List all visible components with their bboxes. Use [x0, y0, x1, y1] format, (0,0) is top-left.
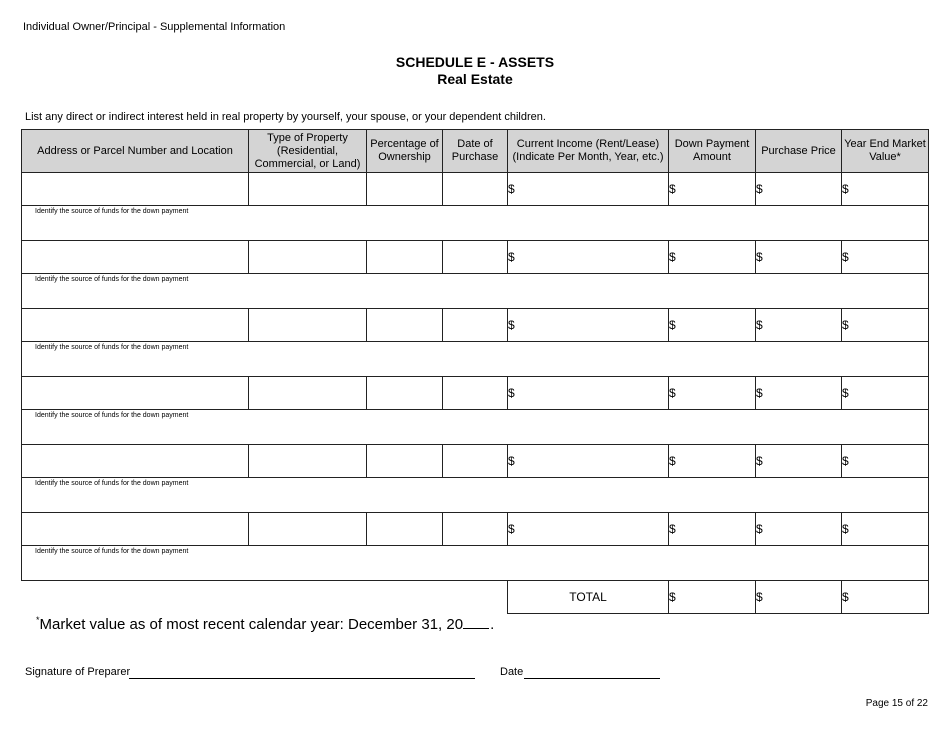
- page-number: Page 15 of 22: [865, 698, 928, 709]
- col-header-purchase-price: Purchase Price: [756, 130, 842, 173]
- source-of-funds-label: Identify the source of funds for the down payment: [35, 276, 189, 283]
- ownership-field[interactable]: [367, 173, 443, 206]
- source-of-funds-label: Identify the source of funds for the down payment: [35, 480, 189, 487]
- property-type-field[interactable]: [249, 241, 367, 274]
- footnote-suffix: .: [490, 616, 495, 633]
- current-income-field[interactable]: [508, 241, 669, 274]
- currency-symbol: $: [756, 590, 763, 604]
- current-income-field[interactable]: [508, 513, 669, 546]
- col-header-down-payment: Down Payment Amount: [669, 130, 756, 173]
- currency-symbol: $: [756, 522, 763, 536]
- currency-symbol: $: [756, 386, 763, 400]
- current-income-field[interactable]: [508, 377, 669, 410]
- currency-symbol: $: [842, 182, 849, 196]
- current-income-field[interactable]: [508, 445, 669, 478]
- currency-symbol: $: [756, 182, 763, 196]
- currency-symbol: $: [508, 318, 515, 332]
- down-payment-field[interactable]: [669, 445, 756, 478]
- currency-symbol: $: [669, 522, 676, 536]
- source-of-funds-field[interactable]: [22, 342, 929, 377]
- current-income-field[interactable]: [508, 173, 669, 206]
- ownership-field[interactable]: [367, 309, 443, 342]
- market-value-field[interactable]: [842, 309, 929, 342]
- property-type-field[interactable]: [249, 309, 367, 342]
- source-of-funds-label: Identify the source of funds for the down payment: [35, 344, 189, 351]
- col-header-property-type: Type of Property (Residential, Commercial, or Land): [249, 130, 367, 173]
- form-header: Individual Owner/Principal - Supplemental Information: [23, 21, 286, 33]
- address-field[interactable]: [22, 309, 249, 342]
- total-row: [22, 581, 929, 614]
- purchase-date-field[interactable]: [443, 309, 508, 342]
- preparer-signature-field[interactable]: [129, 678, 475, 679]
- ownership-field[interactable]: [367, 241, 443, 274]
- property-type-field[interactable]: [249, 173, 367, 206]
- currency-symbol: $: [669, 454, 676, 468]
- currency-symbol: $: [756, 318, 763, 332]
- currency-symbol: $: [842, 590, 849, 604]
- source-of-funds-field[interactable]: [22, 274, 929, 309]
- down-payment-field[interactable]: [669, 241, 756, 274]
- source-of-funds-row: [22, 274, 929, 309]
- col-header-market-value: Year End Market Value*: [842, 130, 929, 173]
- currency-symbol: $: [508, 182, 515, 196]
- currency-symbol: $: [669, 386, 676, 400]
- ownership-field[interactable]: [367, 445, 443, 478]
- market-value-footnote: [36, 614, 494, 633]
- purchase-date-field[interactable]: [443, 513, 508, 546]
- year-field[interactable]: [463, 614, 489, 629]
- address-field[interactable]: [22, 241, 249, 274]
- col-header-current-income: Current Income (Rent/Lease) (Indicate Per Month, Year, etc.): [508, 130, 669, 173]
- market-value-field[interactable]: [842, 513, 929, 546]
- purchase-date-field[interactable]: [443, 173, 508, 206]
- address-field[interactable]: [22, 445, 249, 478]
- down-payment-field[interactable]: [669, 309, 756, 342]
- currency-symbol: $: [842, 250, 849, 264]
- current-income-field[interactable]: [508, 309, 669, 342]
- property-type-field[interactable]: [249, 513, 367, 546]
- purchase-date-field[interactable]: [443, 445, 508, 478]
- currency-symbol: $: [669, 250, 676, 264]
- source-of-funds-field[interactable]: [22, 546, 929, 581]
- purchase-date-field[interactable]: [443, 377, 508, 410]
- purchase-price-field[interactable]: [756, 445, 842, 478]
- total-label: TOTAL: [508, 581, 669, 614]
- down-payment-field[interactable]: [669, 173, 756, 206]
- col-header-purchase-date: Date of Purchase: [443, 130, 508, 173]
- real-estate-table: [21, 129, 929, 614]
- currency-symbol: $: [669, 182, 676, 196]
- market-value-field[interactable]: [842, 445, 929, 478]
- col-header-ownership: Percentage of Ownership: [367, 130, 443, 173]
- property-type-field[interactable]: [249, 445, 367, 478]
- purchase-price-field[interactable]: [756, 241, 842, 274]
- schedule-subtitle: Real Estate: [437, 71, 513, 87]
- ownership-field[interactable]: [367, 513, 443, 546]
- currency-symbol: $: [508, 386, 515, 400]
- property-row: [22, 445, 929, 478]
- property-row: [22, 513, 929, 546]
- currency-symbol: $: [669, 590, 676, 604]
- schedule-title: SCHEDULE E - ASSETS: [395, 54, 555, 70]
- address-field[interactable]: [22, 513, 249, 546]
- address-field[interactable]: [22, 377, 249, 410]
- purchase-price-field[interactable]: [756, 377, 842, 410]
- source-of-funds-row: [22, 410, 929, 445]
- source-of-funds-row: [22, 342, 929, 377]
- property-row: [22, 173, 929, 206]
- date-field[interactable]: [524, 678, 660, 679]
- property-type-field[interactable]: [249, 377, 367, 410]
- down-payment-field[interactable]: [669, 377, 756, 410]
- currency-symbol: $: [756, 454, 763, 468]
- market-value-field[interactable]: [842, 241, 929, 274]
- currency-symbol: $: [508, 250, 515, 264]
- date-label: Date: [500, 666, 524, 678]
- address-field[interactable]: [22, 173, 249, 206]
- market-value-field[interactable]: [842, 173, 929, 206]
- currency-symbol: $: [842, 318, 849, 332]
- source-of-funds-field[interactable]: [22, 410, 929, 445]
- source-of-funds-row: [22, 546, 929, 581]
- property-row: [22, 241, 929, 274]
- down-payment-field[interactable]: [669, 513, 756, 546]
- source-of-funds-row: [22, 478, 929, 513]
- source-of-funds-label: Identify the source of funds for the down payment: [35, 208, 189, 215]
- source-of-funds-label: Identify the source of funds for the down payment: [35, 548, 189, 555]
- total-spacer: [22, 581, 508, 614]
- purchase-price-field[interactable]: [756, 513, 842, 546]
- total-down-payment-field[interactable]: [669, 581, 756, 614]
- footnote-text: Market value as of most recent calendar year: December 31, 20: [39, 616, 464, 633]
- ownership-field[interactable]: [367, 377, 443, 410]
- currency-symbol: $: [842, 386, 849, 400]
- total-market-value-field[interactable]: [842, 581, 929, 614]
- currency-symbol: $: [669, 318, 676, 332]
- market-value-field[interactable]: [842, 377, 929, 410]
- currency-symbol: $: [508, 522, 515, 536]
- purchase-price-field[interactable]: [756, 309, 842, 342]
- currency-symbol: $: [508, 454, 515, 468]
- footnote-marker: *: [36, 615, 40, 625]
- source-of-funds-label: Identify the source of funds for the down payment: [35, 412, 189, 419]
- currency-symbol: $: [756, 250, 763, 264]
- instructions: List any direct or indirect interest held in real property by yourself, your spouse, or your dependent children.: [25, 111, 546, 123]
- header-row: [22, 130, 929, 173]
- property-row: [22, 377, 929, 410]
- preparer-signature-label: Signature of Preparer: [25, 666, 131, 678]
- source-of-funds-field[interactable]: [22, 206, 929, 241]
- property-row: [22, 309, 929, 342]
- purchase-price-field[interactable]: [756, 173, 842, 206]
- total-purchase-price-field[interactable]: [756, 581, 842, 614]
- currency-symbol: $: [842, 522, 849, 536]
- source-of-funds-field[interactable]: [22, 478, 929, 513]
- col-header-address: Address or Parcel Number and Location: [22, 130, 249, 173]
- currency-symbol: $: [842, 454, 849, 468]
- purchase-date-field[interactable]: [443, 241, 508, 274]
- source-of-funds-row: [22, 206, 929, 241]
